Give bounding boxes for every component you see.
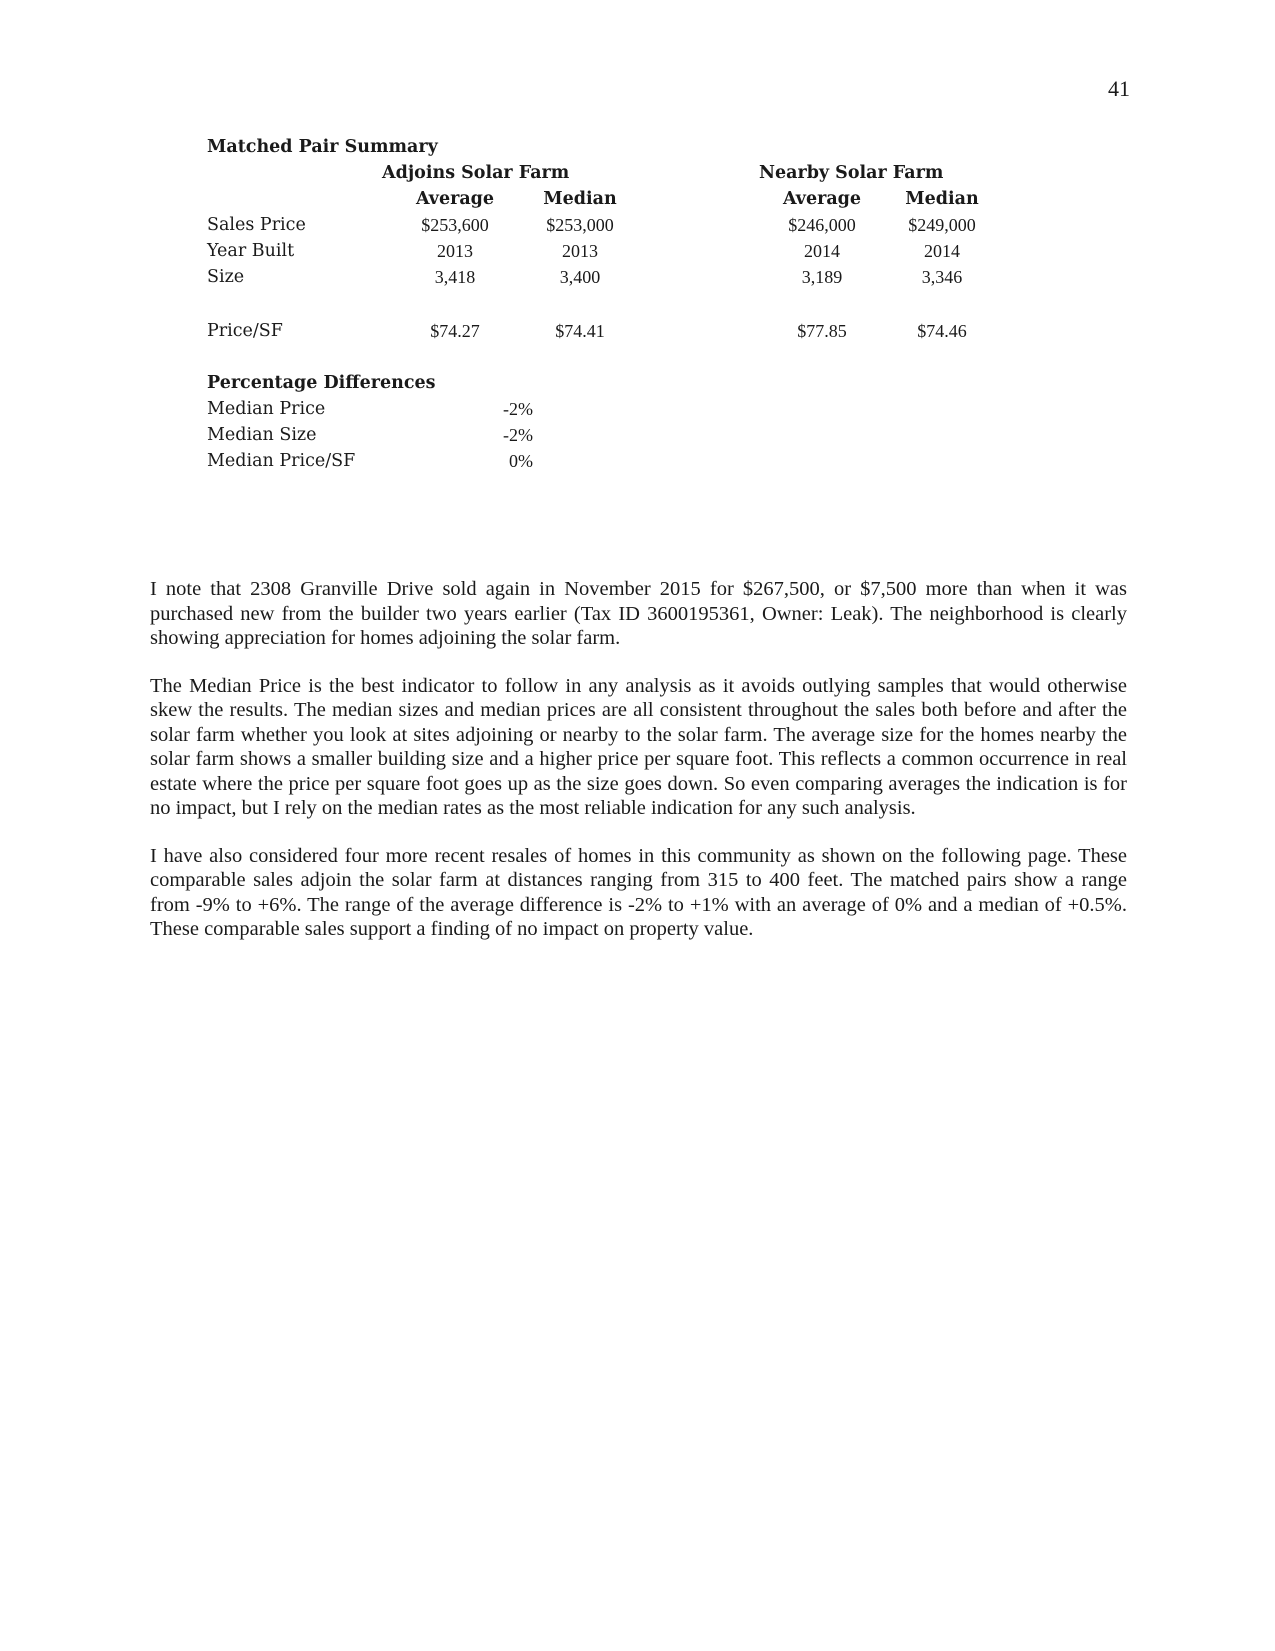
pd-label: Median Size xyxy=(207,425,317,445)
percentage-differences-title: Percentage Differences xyxy=(207,373,436,393)
table-cell: 3,346 xyxy=(921,267,963,287)
table-cell: 3,189 xyxy=(801,267,843,287)
col-nearby-median: Median xyxy=(905,189,979,209)
paragraph: I note that 2308 Granville Drive sold again in November 2015 for $267,500, or $7,500 more than when it was purchased new from the builder two years earlier (Tax ID 3600195361, Owner: Leak). The neighborhood is clearly showing appreciation for homes adjoining the solar farm. xyxy=(150,578,1127,649)
col-adjoins-average: Average xyxy=(415,189,495,209)
row-label: Sales Price xyxy=(207,215,306,235)
table-cell: $253,000 xyxy=(546,215,614,235)
table-cell: 3,418 xyxy=(434,267,476,287)
table-row xyxy=(207,264,1027,290)
table-cell: $74.27 xyxy=(430,321,480,341)
page-number: 41 xyxy=(1108,76,1130,101)
column-header-row xyxy=(207,186,1027,212)
group-adjoins: Adjoins Solar Farm xyxy=(382,163,570,183)
col-adjoins-median: Median xyxy=(543,189,617,209)
pd-value: -2% xyxy=(503,399,533,419)
table-cell: 2014 xyxy=(924,241,960,261)
group-nearby: Nearby Solar Farm xyxy=(759,163,944,183)
table-cell: $246,000 xyxy=(788,215,856,235)
paragraph: I have also considered four more recent resales of homes in this community as shown on the following page. These comparable sales adjoin the solar farm at distances ranging from 315 to 400 feet. The matched pairs show a range from -9% to +6%. The range of the average difference is -2% to +1% with an average of 0% and a median of +0.5%. These comparable sales support a finding of no impact on property value. xyxy=(150,844,1127,940)
table-cell: 2013 xyxy=(562,241,598,261)
row-label: Size xyxy=(207,267,245,287)
list-item xyxy=(207,422,1027,448)
row-label: Price/SF xyxy=(207,321,283,341)
table-row xyxy=(207,212,1027,238)
body-text xyxy=(150,577,1127,965)
table-row xyxy=(207,238,1027,264)
matched-pair-title: Matched Pair Summary xyxy=(207,137,438,157)
table-cell: $74.41 xyxy=(555,321,605,341)
percentage-differences-header xyxy=(207,370,1027,396)
pd-value: 0% xyxy=(509,451,533,471)
row-spacer xyxy=(207,290,1027,318)
section-spacer xyxy=(207,344,1027,370)
pd-label: Median Price xyxy=(207,399,326,419)
table-cell: 2014 xyxy=(804,241,840,261)
table-cell: 3,400 xyxy=(559,267,601,287)
table-cell: $253,600 xyxy=(421,215,489,235)
matched-pair-summary xyxy=(207,134,1027,474)
paragraph: The Median Price is the best indicator to follow in any analysis as it avoids outlying samples that would otherwise skew the results. The median sizes and median prices are all consistent throughout the sales both before and after the solar farm whether you look at sites adjoining or nearby to the solar farm. The average size for the homes nearby the solar farm shows a smaller building size and a higher price per square foot. This reflects a common occurrence in real estate where the price per square foot goes up as the size goes down. So even comparing averages the indication is for no impact, but I rely on the median rates as the most reliable indication for any such analysis. xyxy=(150,674,1127,819)
table-cell: $74.46 xyxy=(917,321,967,341)
group-header-row xyxy=(207,160,1027,186)
pd-value: -2% xyxy=(503,425,533,445)
row-label: Year Built xyxy=(207,241,295,261)
list-item xyxy=(207,448,1027,474)
pd-label: Median Price/SF xyxy=(207,451,356,471)
list-item xyxy=(207,396,1027,422)
table-row xyxy=(207,318,1027,344)
col-nearby-average: Average xyxy=(782,189,862,209)
table-cell: $249,000 xyxy=(908,215,976,235)
table-cell: 2013 xyxy=(437,241,473,261)
table-cell: $77.85 xyxy=(797,321,847,341)
